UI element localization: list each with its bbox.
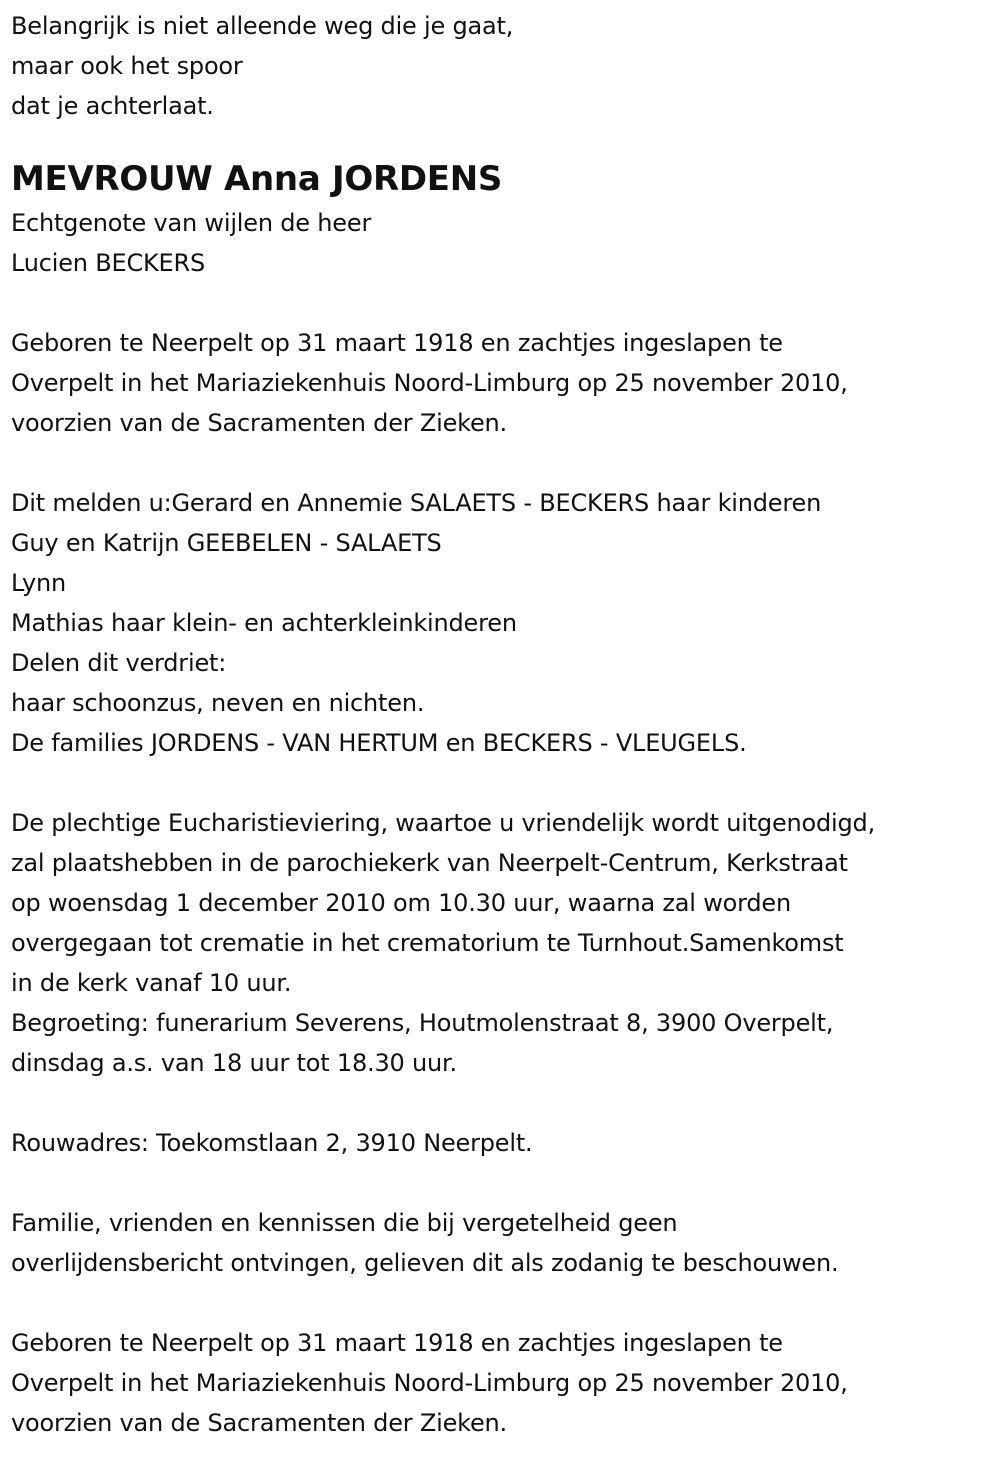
quote-block (11, 6, 996, 126)
birth-death-line: voorzien van de Sacramenten der Zieken. (11, 409, 507, 437)
announcer-line: Delen dit verdriet: (11, 649, 227, 677)
deceased-name: MEVROUW Anna JORDENS (11, 159, 503, 199)
quote-line: maar ook het spoor (11, 52, 243, 80)
birth-death-line: Overpelt in het Mariaziekenhuis Noord-Limburg op 25 november 2010, (11, 1369, 848, 1397)
relation-line: Echtgenote van wijlen de heer (11, 209, 372, 237)
ceremony-line: De plechtige Eucharistieviering, waartoe u vriendelijk wordt uitgenodigd, (11, 809, 876, 837)
birth-death-line: voorzien van de Sacramenten der Zieken. (11, 1409, 507, 1437)
announcer-line: haar schoonzus, neven en nichten. (11, 689, 425, 717)
ceremony-line: dinsdag a.s. van 18 uur tot 18.30 uur. (11, 1049, 457, 1077)
birth-death-line: Geboren te Neerpelt op 31 maart 1918 en zachtjes ingeslapen te (11, 329, 783, 357)
mourning-address-line: Rouwadres: Toekomstlaan 2, 3910 Neerpelt. (11, 1129, 533, 1157)
ceremony-line: Begroeting: funerarium Severens, Houtmolenstraat 8, 3900 Overpelt, (11, 1009, 834, 1037)
notice-block (11, 1203, 996, 1283)
ceremony-block (11, 803, 996, 1083)
announcers-block (11, 483, 996, 763)
birth-death-line: Overpelt in het Mariaziekenhuis Noord-Limburg op 25 november 2010, (11, 369, 848, 397)
birth-death-line: Geboren te Neerpelt op 31 maart 1918 en zachtjes ingeslapen te (11, 1329, 783, 1357)
announcer-line: Mathias haar klein- en achterkleinkinderen (11, 609, 517, 637)
ceremony-line: zal plaatshebben in de parochiekerk van Neerpelt-Centrum, Kerkstraat (11, 849, 848, 877)
ceremony-line: op woensdag 1 december 2010 om 10.30 uur, waarna zal worden (11, 889, 791, 917)
announcer-line: Guy en Katrijn GEEBELEN - SALAETS (11, 529, 442, 557)
ceremony-line: in de kerk vanaf 10 uur. (11, 969, 292, 997)
birth-death-block (11, 323, 996, 443)
relation-block (11, 203, 996, 283)
quote-line: dat je achterlaat. (11, 92, 214, 120)
relation-line: Lucien BECKERS (11, 249, 206, 277)
quote-line: Belangrijk is niet alleende weg die je gaat, (11, 12, 514, 40)
notice-line: Familie, vrienden en kennissen die bij vergetelheid geen (11, 1209, 678, 1237)
mourning-address-block (11, 1123, 996, 1163)
notice-line: overlijdensbericht ontvingen, gelieven dit als zodanig te beschouwen. (11, 1249, 839, 1277)
ceremony-line: overgegaan tot crematie in het crematorium te Turnhout.Samenkomst (11, 929, 844, 957)
announcer-line: Dit melden u:Gerard en Annemie SALAETS - BECKERS haar kinderen (11, 489, 822, 517)
announcer-line: Lynn (11, 569, 66, 597)
announcer-line: De families JORDENS - VAN HERTUM en BECKERS - VLEUGELS. (11, 729, 747, 757)
birth-death-repeat-block (11, 1323, 996, 1443)
obituary-document (11, 6, 996, 1443)
